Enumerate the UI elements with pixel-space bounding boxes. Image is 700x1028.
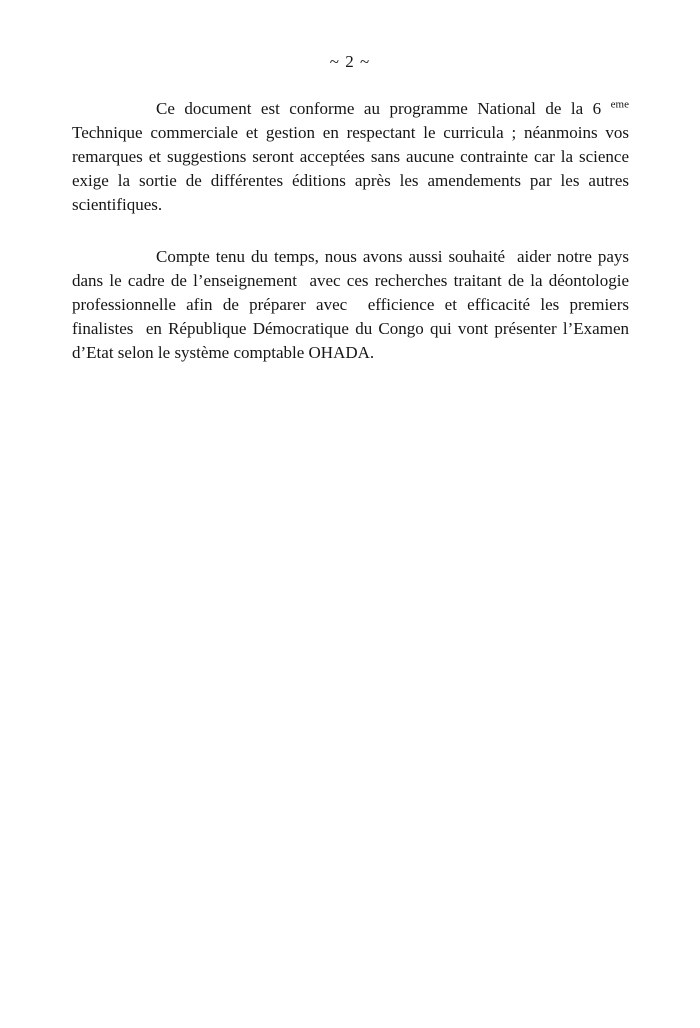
paragraph-1-text-start: Ce document est conforme au programme National de la 6 [156,99,611,118]
page-number: ~ 2 ~ [329,52,371,71]
paragraph-1 [72,97,634,217]
page-content [72,97,634,365]
paragraph-1-superscript: eme [610,98,629,111]
paragraph-2: Compte tenu du temps, nous avons aussi souhaité aider notre pays dans le cadre de l’enseignement avec ces recherches traitant de la déontologie professionnelle afin de préparer avec efficience et efficacité les premiers finalistes en République Démocratique du Congo qui vont présenter l’Examen d’Etat selon le système comptable OHADA. [72,247,634,362]
paragraph-1-text-continued: Technique commerciale et gestion en respectant le curricula ; néanmoins vos remarques et suggestions seront acceptées sans aucune contrainte car la science exige la sortie de différentes éditions après les amendements par les autres scientifiques. [72,99,634,214]
